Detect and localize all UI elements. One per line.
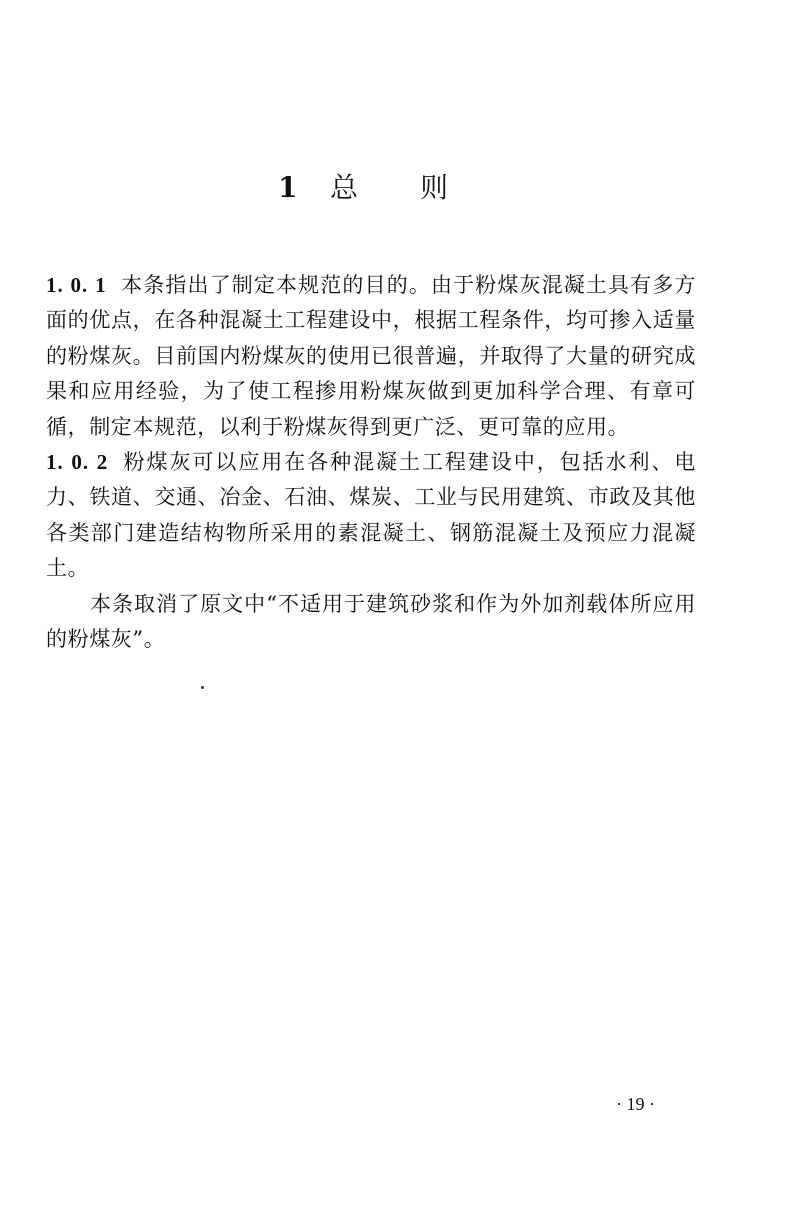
chapter-title-char-1: 总 <box>330 171 359 204</box>
clause-number: 1. 0. 1 <box>46 273 107 297</box>
scan-speck <box>201 686 204 689</box>
chapter-title-char-2: 则 <box>420 171 449 204</box>
chapter-body <box>46 268 696 657</box>
chapter-title <box>0 166 800 210</box>
clause-number: 1. 0. 2 <box>46 450 109 475</box>
note-paragraph: 本条取消了原文中“不适用于建筑砂浆和作为外加剂载体所应用的粉煤灰”。 <box>46 591 696 652</box>
clause-paragraph <box>46 268 696 445</box>
chapter-number: 1 <box>278 171 298 204</box>
clause-text: 本条指出了制定本规范的目的。由于粉煤灰混凝土具有多方面的优点，在各种混凝土工程建设中，根据工程条件，均可掺入适量的粉煤灰。目前国内粉煤灰的使用已很普遍，并取得了大量的研究成果和应用经验，为了使工程掺用粉煤灰做到更加科学合理、有章可循，制定本规范，以利于粉煤灰得到更广泛、更可靠的应用。 <box>46 273 697 439</box>
clause-text: 粉煤灰可以应用在各种混凝土工程建设中，包括水利、电力、铁道、交通、冶金、石油、煤炭、工业与民用建筑、市政及其他各类部门建造结构物所采用的素混凝土、钢筋混凝土及预应力混凝土。 <box>46 450 697 581</box>
clause-paragraph <box>46 445 696 587</box>
page-number: · 19 · <box>616 1094 655 1114</box>
